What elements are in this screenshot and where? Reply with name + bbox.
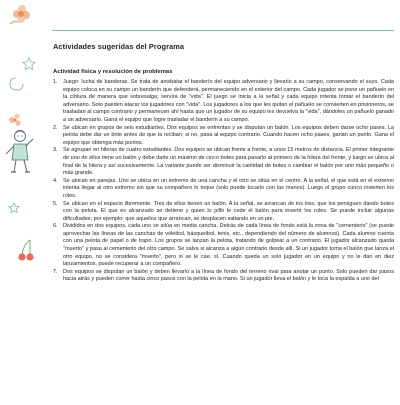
activity-item xyxy=(52,125,394,148)
activity-item xyxy=(52,79,394,125)
small-flowers-icon xyxy=(9,113,21,125)
activity-number: 5. xyxy=(53,200,58,207)
activity-number: 4. xyxy=(53,177,58,184)
flower-icon xyxy=(10,5,30,24)
star-icon-bottom xyxy=(9,203,19,212)
activity-item xyxy=(52,178,394,201)
activity-text: Se ubican en grupos de seis estudiantes. Dos equipos se enfrentan y se disputan un balón. Los equipos deben darse ocho pases. La pelota debe dar un bote antes de que la reciban; si no, pasa al equipo contrario. Cuando hacen ocho pases, ganan un punto. Gana el equipo que obtenga más puntos. xyxy=(63,124,394,146)
activity-number: 2. xyxy=(53,124,58,131)
activity-text: Se ubican en parejas. Uno se ubica en un extremo de una cancha y el otro se sitúa en el centro. A la señal, el que está en el extremo intenta llegar al otro extremo sin que su compañero lo toque (solo puede tocarlo con las manos). Luego el grupo cunco invierten los roles. xyxy=(63,177,394,199)
activity-text: Se agrupan en hileras de cuatro estudiantes. Dos equipos se ubican frente a frente, a unos 15 metros de distancia. El primer integrante de uno de ellos tiene un balón y debe darle un máximo de cinco botes para pasarlo al primero de la hilera del frente, y luego se ubica al final de la hilera y así sucesivamente. La variante puede ser disminuir la cantidad de botes o cambiar el balón por uno más pequeño o más grande. xyxy=(63,147,394,177)
document-main xyxy=(52,0,394,400)
activity-item xyxy=(52,201,394,224)
activity-number: 1. xyxy=(53,79,58,85)
swirl-icon xyxy=(10,78,23,90)
activity-text: Juego: lucha de banderas. Se trata de arrebatar el banderín del equipo adversario y llevarlo a su campo, conservando el suyo. Cada equipo coloca en su campo un banderín que defenderá, permaneciendo en el exterior del campo. Cada jugador se pone un pañuelo en la cintura de manera que sobresalga; servirá de "vida". El juego se inicia a la señal y cada equipo intenta tomar el banderín del adversario. Solo pueden atacar los jugadores con "vida". Los jugadores a los que les quitan el pañuelo se convierten en prisioneros, se trasladan al campo contrario y permanecen ahí hasta que un jugador de su equipo les devuelva la "vida", dándoles un pañuelo ganado a un adversario. Gana el equipo que logre trasladar el banderín a su campo. xyxy=(63,79,394,123)
section-heading: Actividad física y resolución de problemas xyxy=(53,69,173,75)
activity-number: 6. xyxy=(53,223,58,230)
activity-text: Dos equipos se disputan un balón y deben llevarlo a la línea de fondo del terreno rival para anotar un punto. Solo pueden dar pasos hacia atrás y pueden correr hasta cinco pasos con la pelota en la mano. Si un jugador lleva el balón y le toca la espalda a uno del xyxy=(63,268,394,283)
decorative-figures-svg xyxy=(0,0,44,400)
star-icon xyxy=(23,58,35,69)
activity-number: 3. xyxy=(53,147,58,154)
header-rule xyxy=(52,30,394,31)
page-title: Actividades sugeridas del Programa xyxy=(53,42,185,51)
left-margin-illustration xyxy=(0,0,44,400)
activity-item xyxy=(52,223,394,269)
activity-item xyxy=(52,269,394,284)
cherries-icon xyxy=(18,240,33,261)
child-figure-icon xyxy=(6,131,33,173)
activity-list xyxy=(52,79,394,284)
activity-number: 7. xyxy=(53,268,58,275)
activity-text: Se ubican en el espacio libremente. Tres de ellos tienen un balón. A la señal, se arrancan de los tres, que los persiguen dando botes con la pelota. El que es alcanzado se detiene y quien lo pilló le cede el balón para invertir los roles. Se puede incluir algunas dificultades; por ejemplo: que aquellos que arrancan, se desplacen saltando en un pie. xyxy=(63,200,394,222)
activity-text: Divididos en dos equipos, cada uno se sitúa en media cancha. Detrás de cada línea de fondo está la zona de "cementerio" (se puede aprovechar las líneas de las canchas de vóleibol, básquetbol, tenis, etc., dependiendo del número de alumnos). Cada alumno cuenta con una pelota de papel o de trapo. Los grupos se lanzan la pelota, tratando de golpear a un contrario. El jugador alcanzado queda "muerto" y pasa al cementerio del otro campo. Se salva si alcanza a algún contrario desde allí. Si un jugador toma el balón que lanza el otro equipo, no se considera "muerto", pero si se le cae, sí. Cuando queda un solo jugador en un equipo y no le dan en diez lanzamientos, puede recuperar a un compañero. xyxy=(63,223,394,268)
activity-item xyxy=(52,147,394,177)
